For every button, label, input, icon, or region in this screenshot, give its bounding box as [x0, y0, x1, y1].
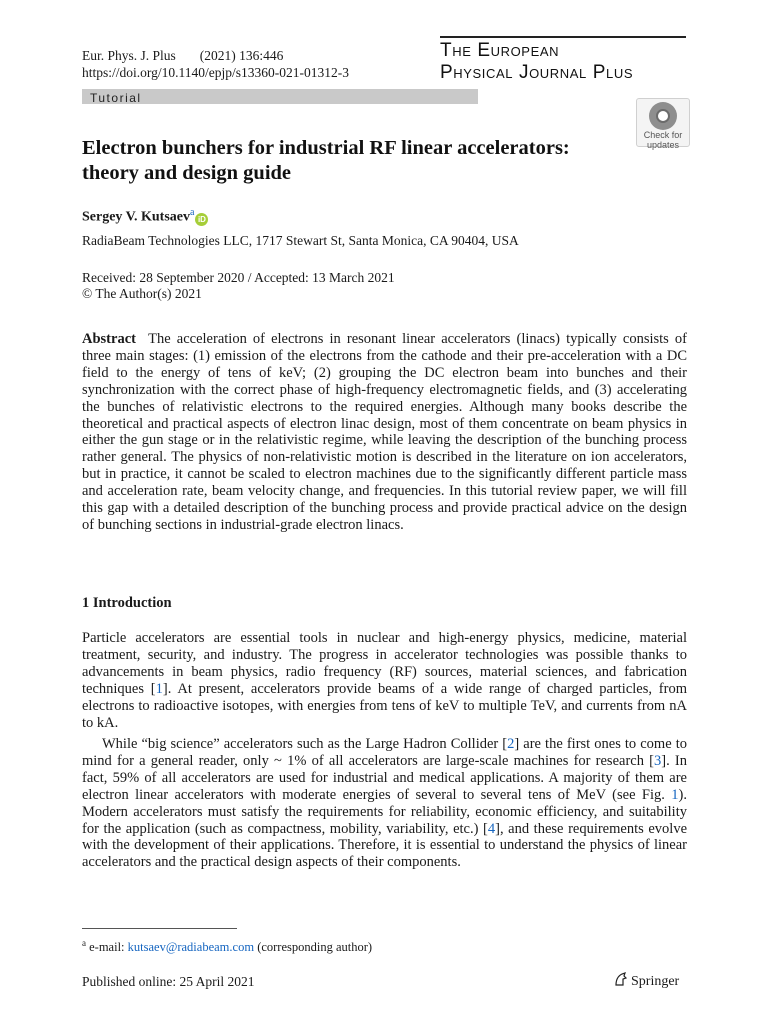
abstract	[82, 331, 687, 534]
footnote-label: e-mail:	[89, 940, 128, 955]
orcid-icon[interactable]: iD	[195, 213, 208, 226]
title-line-2: theory and design guide	[82, 162, 292, 184]
figure-link-1[interactable]: 1	[671, 786, 679, 803]
title-line-1: Electron bunchers for industrial RF linear accelerators:	[82, 137, 570, 159]
paper-title	[82, 136, 642, 186]
springer-horse-icon	[614, 972, 627, 987]
journal-name-line1: The European	[440, 40, 560, 61]
author	[82, 207, 208, 226]
doi-link[interactable]: https://doi.org/10.1140/epjp/s13360-021-01312-3	[82, 65, 349, 80]
section-bar	[82, 89, 478, 104]
email-link[interactable]: kutsaev@radiabeam.com	[127, 940, 255, 955]
affiliation-mark[interactable]: a	[189, 207, 195, 218]
footnote-divider	[82, 928, 237, 929]
citation-link-3[interactable]: 3	[654, 752, 662, 769]
text-run: Particle accelerators are essential tools in nuclear and high-energy physics, medicine, material treatment, security, and industry. The progress in accelerator technologies was possible thanks to advancements in beam physics, radio frequency (RF) sources, material sciences, and fabrication techniques [	[82, 630, 687, 697]
journal-reference	[82, 47, 349, 81]
received-accepted: Received: 28 September 2020 / Accepted: 13 March 2021	[82, 270, 395, 285]
text-run: ], and these requirements evolve with the development of their applications. Therefore, it is essential to understand the physics of linear accelerators and the practical design aspects of their components.	[82, 820, 688, 871]
dates	[82, 270, 395, 302]
journal-abbrev: Eur. Phys. J. Plus	[82, 48, 176, 63]
check-updates-line1: Check for	[643, 130, 683, 140]
copyright: © The Author(s) 2021	[82, 286, 202, 301]
text-run: While “big science” accelerators such as the Large Hadron Collider [	[102, 736, 508, 752]
intro-paragraph-2	[82, 736, 687, 871]
section-heading-introduction: 1 Introduction	[82, 595, 172, 611]
abstract-label: Abstract	[82, 331, 136, 347]
check-for-updates-button[interactable]	[636, 98, 690, 150]
footnote-mark: a	[82, 938, 86, 948]
abstract-text: The acceleration of electrons in resonant linear accelerators (linacs) typically consists of three main stages: (1) emission of the electrons from the cathode and their pre-acceleration with a DC field to the energy of tens of keV; (2) grouping the DC electron beam into bunches and their synchronization with the correct phase of high-frequency electromagnetic fields, and (3) accelerating the bunches of relativistic electrons to the required energies. Although many books describe the theoretical and practical aspects of electron linac design, most of them concentrate on beam physics in either the gun stage or in the relativistic regime, while leaving the description of the bunching process rather general. The physics of non-relativistic motion is described in the literature on ion accelerators, but in practice, it cannot be scaled to electron machines due to the significantly different particle mass and acceleration rate, beam velocity change, and frequencies. In this tutorial review paper, we will fill this gap with a detailed description of the bunching process and provide practical advice on the design of bunching sections in industrial-grade electron linacs.	[82, 331, 687, 533]
publisher-name: Springer	[631, 974, 680, 989]
affiliation: RadiaBeam Technologies LLC, 1717 Stewart St, Santa Monica, CA 90404, USA	[82, 233, 519, 248]
intro-paragraph-1	[82, 630, 687, 731]
footnote	[82, 938, 372, 955]
footnote-note: (corresponding author)	[254, 940, 373, 955]
citation-link-2[interactable]: 2	[507, 736, 515, 752]
text-run: ]. In fact, 59% of all accelerators are used for industrial and medical applications. A majority of them are electron linear accelerators with moderate energies of several to several tens of MeV (see Fig.	[82, 752, 687, 803]
text-run: ]. At present, accelerators provide beams of a wide range of charged particles, from electrons to radioactive isotopes, with energies from tens of keV to multiple TeV, and currents from nA to kA.	[82, 680, 687, 731]
publisher-logo	[614, 972, 679, 990]
published-date: Published online: 25 April 2021	[82, 974, 255, 989]
journal-name-line2: Physical Journal Plus	[440, 62, 634, 83]
check-updates-line2: updates	[646, 140, 680, 150]
author-name: Sergey V. Kutsaev	[82, 209, 190, 225]
journal-brand	[440, 36, 686, 84]
check-updates-icon	[649, 102, 677, 130]
year-volume: (2021) 136:446	[199, 48, 284, 63]
section-label: Tutorial	[90, 91, 142, 105]
text-run: ] are the first ones to come to mind for a general reader, only ~ 1% of all accelerators are large-scale machines for research [	[82, 736, 687, 769]
text-run: ). Modern accelerators must satisfy the requirements for reliability, economic efficiency, and suitability for the application (such as compactness, mobility, variability, etc.) [	[82, 786, 687, 837]
citation-link-4[interactable]: 4	[487, 820, 496, 837]
citation-link-1[interactable]: 1	[155, 680, 163, 697]
